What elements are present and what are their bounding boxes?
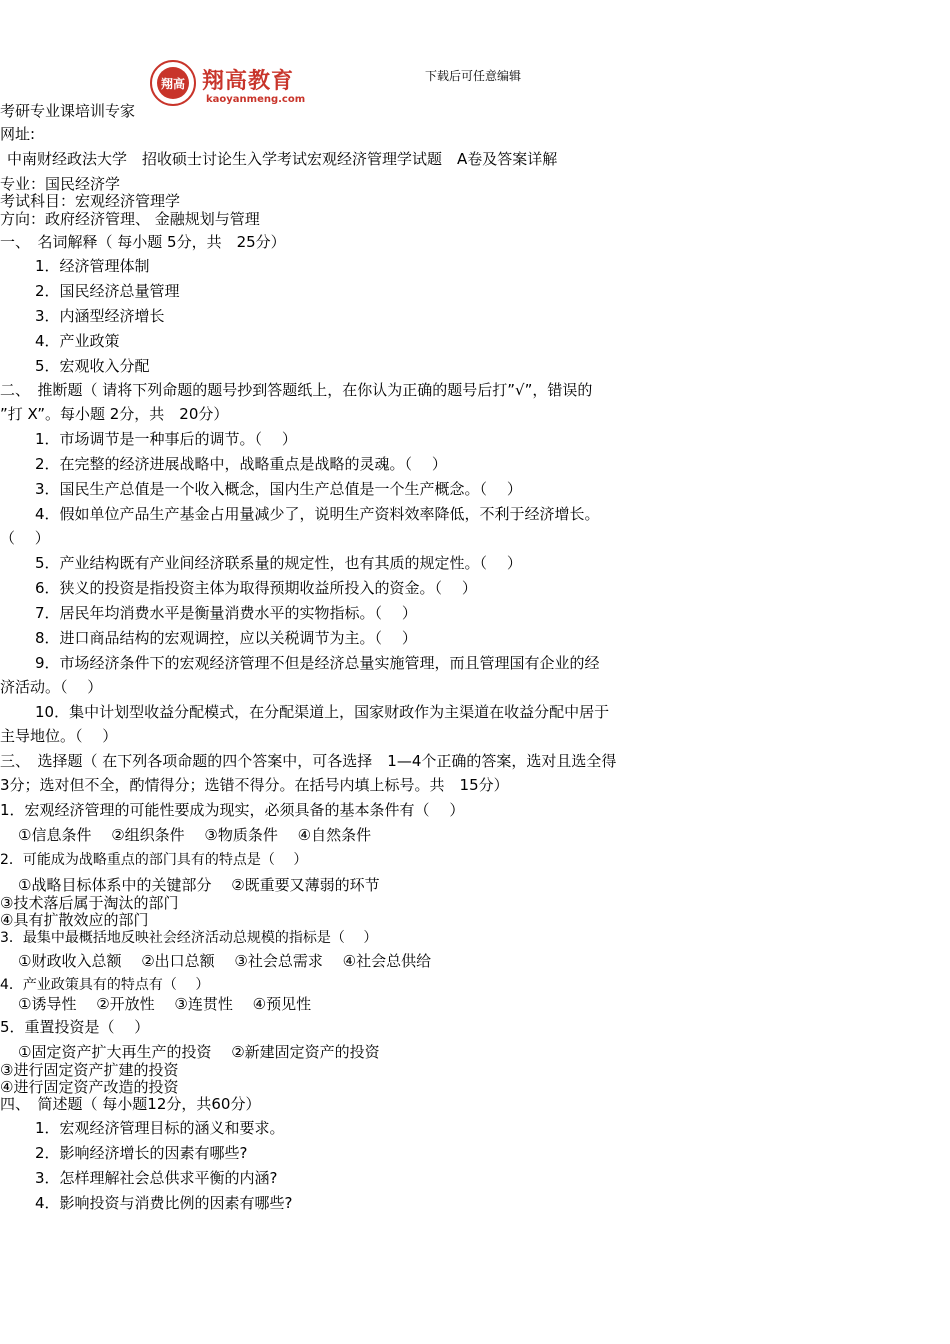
- section2-item: 2．在完整的经济进展战略中，战略重点是战略的灵魂。（ ）: [35, 455, 447, 473]
- section3-question: 3．最集中最概括地反映社会经济活动总规模的指标是（ ）: [0, 930, 378, 946]
- section1-item: 2．国民经济总量管理: [35, 282, 180, 300]
- section1-item: 5．宏观收入分配: [35, 357, 150, 375]
- direction: 方向：政府经济管理、 金融规划与管理: [0, 210, 260, 228]
- major: 专业：国民经济学: [0, 175, 121, 193]
- logo-seal-text: 翔高: [157, 67, 189, 99]
- section3-options: ④进行固定资产改造的投资: [0, 1078, 179, 1096]
- section3-question: 2．可能成为战略重点的部门具有的特点是（ ）: [0, 852, 308, 868]
- section3-question: 4．产业政策具有的特点有（ ）: [0, 977, 210, 993]
- section2-item: 6．狭义的投资是指投资主体为取得预期收益所投入的资金。（ ）: [35, 579, 477, 597]
- section2-heading-2: ”打 X”。每小题 2分，共 20分）: [0, 405, 229, 423]
- subject: 考试科目：宏观经济管理学: [0, 192, 181, 210]
- section1-heading: 一、 名词解释（ 每小题 5分，共 25分）: [0, 233, 286, 251]
- section3-heading-1: 三、 选择题（ 在下列各项命题的四个答案中，可各选择 1—4个正确的答案，选对且选全得: [0, 752, 617, 770]
- section3-question: 5．重置投资是（ ）: [0, 1018, 150, 1036]
- section3-question: 1．宏观经济管理的可能性要成为现实，必须具备的基本条件有（ ）: [0, 801, 465, 819]
- section3-options: ①战略目标体系中的关键部分 ②既重要又薄弱的环节: [18, 876, 380, 894]
- logo-name: 翔高教育: [202, 69, 295, 94]
- section2-item: 8．进口商品结构的宏观调控，应以关税调节为主。（ ）: [35, 629, 417, 647]
- section3-options: ①信息条件 ②组织条件 ③物质条件 ④自然条件: [18, 826, 372, 844]
- section3-options: ③技术落后属于淘汰的部门: [0, 894, 179, 912]
- section2-item: 3．国民生产总值是一个收入概念，国内生产总值是一个生产概念。（ ）: [35, 480, 522, 498]
- section3-options: ①诱导性 ②开放性 ③连贯性 ④预见性: [18, 995, 312, 1013]
- section4-heading: 四、 简述题（ 每小题12分，共60分）: [0, 1095, 261, 1113]
- logo-seal: [150, 60, 196, 106]
- section2-item: 7．居民年均消费水平是衡量消费水平的实物指标。（ ）: [35, 604, 417, 622]
- section1-item: 1．经济管理体制: [35, 257, 150, 275]
- section3-options: ③进行固定资产扩建的投资: [0, 1061, 179, 1079]
- website-label: 网址:: [0, 125, 36, 143]
- section1-item: 4．产业政策: [35, 332, 120, 350]
- section4-item: 2．影响经济增长的因素有哪些?: [35, 1144, 248, 1162]
- section1-item: 3．内涵型经济增长: [35, 307, 165, 325]
- logo-url: kaoyanmeng.com: [206, 94, 306, 105]
- section2-heading-1: 二、 推断题（ 请将下列命题的题号抄到答题纸上，在你认为正确的题号后打”√”，错误的: [0, 381, 593, 399]
- section2-item-cont: 济活动。（ ）: [0, 678, 103, 696]
- section3-options: ④具有扩散效应的部门: [0, 911, 149, 929]
- section4-item: 4．影响投资与消费比例的因素有哪些?: [35, 1194, 293, 1212]
- logo: [150, 60, 310, 110]
- tagline: 考研专业课培训专家: [0, 102, 136, 120]
- section4-item: 3．怎样理解社会总供求平衡的内涵?: [35, 1169, 278, 1187]
- header-note: 下载后可任意编辑: [425, 69, 522, 83]
- section3-options: ①固定资产扩大再生产的投资 ②新建固定资产的投资: [18, 1043, 380, 1061]
- section2-item-cont: （ ）: [0, 529, 50, 547]
- section2-item: 1．市场调节是一种事后的调节。（ ）: [35, 430, 297, 448]
- section3-heading-2: 3分；选对但不全，酌情得分；选错不得分。在括号内填上标号。共 15分）: [0, 776, 509, 794]
- section2-item: 10．集中计划型收益分配模式，在分配渠道上，国家财政作为主渠道在收益分配中居于: [35, 703, 610, 721]
- section2-item: 9．市场经济条件下的宏观经济管理不但是经济总量实施管理，而且管理国有企业的经: [35, 654, 600, 672]
- section2-item: 4．假如单位产品生产基金占用量减少了，说明生产资料效率降低，不利于经济增长。: [35, 505, 600, 523]
- section2-item: 5．产业结构既有产业间经济联系量的规定性，也有其质的规定性。（ ）: [35, 554, 522, 572]
- section3-options: ①财政收入总额 ②出口总额 ③社会总需求 ④社会总供给: [18, 952, 432, 970]
- section4-item: 1．宏观经济管理目标的涵义和要求。: [35, 1119, 285, 1137]
- exam-title: 中南财经政法大学 招收硕士讨论生入学考试宏观经济管理学试题 A卷及答案详解: [7, 150, 558, 168]
- section2-item-cont: 主导地位。（ ）: [0, 727, 118, 745]
